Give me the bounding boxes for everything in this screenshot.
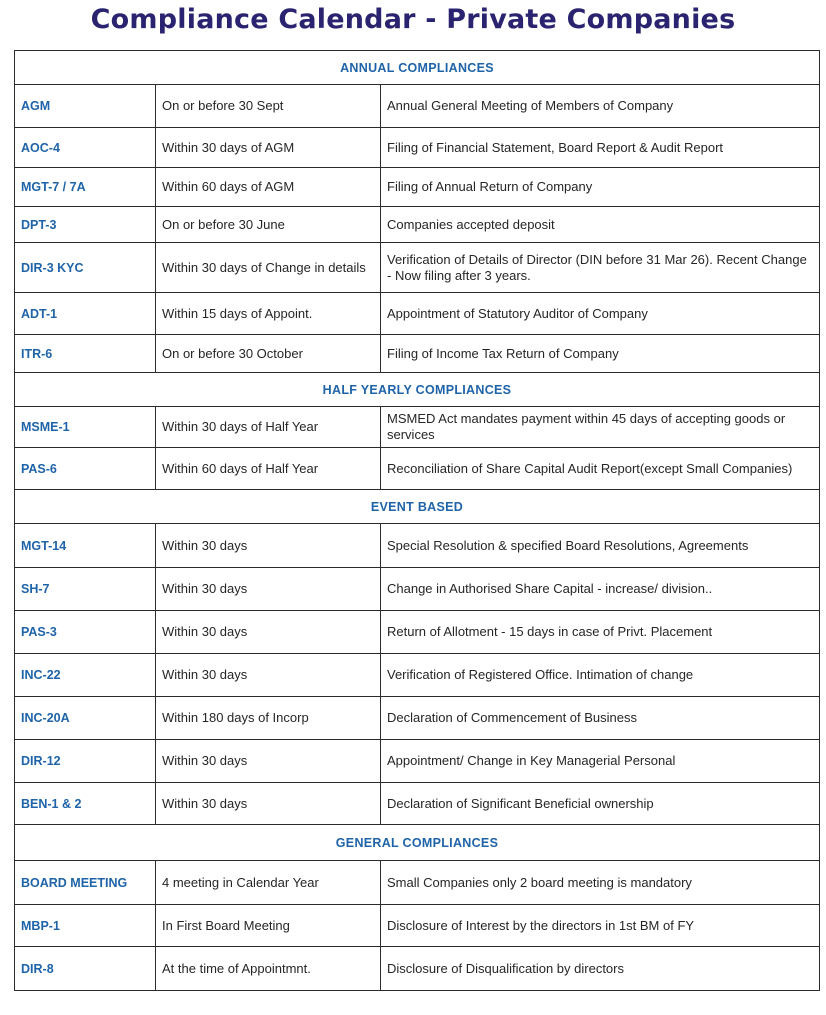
table-row (15, 168, 820, 207)
section-header (15, 51, 820, 85)
table-row (15, 947, 820, 991)
form-code: BOARD MEETING (15, 861, 156, 905)
table-row (15, 568, 820, 611)
section-header (15, 373, 820, 407)
description: Return of Allotment - 15 days in case of Privt. Placement (381, 611, 820, 654)
description: Annual General Meeting of Members of Company (381, 85, 820, 128)
form-code: AGM (15, 85, 156, 128)
description: Disclosure of Interest by the directors in 1st BM of FY (381, 905, 820, 947)
description: Change in Authorised Share Capital - increase/ division.. (381, 568, 820, 611)
page-title: Compliance Calendar - Private Companies (90, 4, 736, 35)
table-row (15, 335, 820, 373)
due-date: On or before 30 Sept (156, 85, 381, 128)
table-row (15, 85, 820, 128)
table-row (15, 293, 820, 335)
description: Companies accepted deposit (381, 207, 820, 243)
form-code: MGT-7 / 7A (15, 168, 156, 207)
form-code: PAS-6 (15, 448, 156, 490)
form-code: AOC-4 (15, 128, 156, 168)
section-header (15, 490, 820, 524)
table-row (15, 448, 820, 490)
due-date: Within 180 days of Incorp (156, 697, 381, 740)
due-date: In First Board Meeting (156, 905, 381, 947)
due-date: Within 30 days (156, 568, 381, 611)
due-date: Within 30 days (156, 611, 381, 654)
table-row (15, 407, 820, 448)
description: Verification of Details of Director (DIN before 31 Mar 26). Recent Change - Now filing after 3 years. (381, 243, 820, 293)
description: Appointment/ Change in Key Managerial Personal (381, 740, 820, 783)
form-code: MSME-1 (15, 407, 156, 448)
section-title: EVENT BASED (15, 490, 820, 524)
due-date: On or before 30 June (156, 207, 381, 243)
description: Declaration of Significant Beneficial ownership (381, 783, 820, 825)
table-row (15, 207, 820, 243)
description: Appointment of Statutory Auditor of Company (381, 293, 820, 335)
due-date: Within 30 days of Half Year (156, 407, 381, 448)
table-row (15, 740, 820, 783)
form-code: ADT-1 (15, 293, 156, 335)
due-date: At the time of Appointmnt. (156, 947, 381, 991)
form-code: DIR-8 (15, 947, 156, 991)
form-code: DIR-12 (15, 740, 156, 783)
description: Small Companies only 2 board meeting is mandatory (381, 861, 820, 905)
description: Disclosure of Disqualification by directors (381, 947, 820, 991)
table-row (15, 783, 820, 825)
due-date: Within 60 days of AGM (156, 168, 381, 207)
form-code: BEN-1 & 2 (15, 783, 156, 825)
due-date: 4 meeting in Calendar Year (156, 861, 381, 905)
form-code: DIR-3 KYC (15, 243, 156, 293)
due-date: Within 30 days (156, 524, 381, 568)
form-code: MGT-14 (15, 524, 156, 568)
section-title: ANNUAL COMPLIANCES (15, 51, 820, 85)
description: Filing of Annual Return of Company (381, 168, 820, 207)
description: Declaration of Commencement of Business (381, 697, 820, 740)
description: Verification of Registered Office. Intimation of change (381, 654, 820, 697)
table-row (15, 524, 820, 568)
description: Special Resolution & specified Board Resolutions, Agreements (381, 524, 820, 568)
form-code: MBP-1 (15, 905, 156, 947)
section-title: GENERAL COMPLIANCES (15, 825, 820, 861)
due-date: Within 30 days (156, 654, 381, 697)
table-row (15, 128, 820, 168)
table-row (15, 654, 820, 697)
description: MSMED Act mandates payment within 45 days of accepting goods or services (381, 407, 820, 448)
section-title: HALF YEARLY COMPLIANCES (15, 373, 820, 407)
form-code: ITR-6 (15, 335, 156, 373)
form-code: PAS-3 (15, 611, 156, 654)
due-date: Within 30 days (156, 783, 381, 825)
due-date: Within 30 days of AGM (156, 128, 381, 168)
description: Reconciliation of Share Capital Audit Report(except Small Companies) (381, 448, 820, 490)
due-date: Within 30 days of Change in details (156, 243, 381, 293)
table-row (15, 697, 820, 740)
due-date: Within 15 days of Appoint. (156, 293, 381, 335)
form-code: DPT-3 (15, 207, 156, 243)
due-date: Within 60 days of Half Year (156, 448, 381, 490)
table-row (15, 905, 820, 947)
compliance-table (14, 50, 820, 991)
form-code: INC-20A (15, 697, 156, 740)
due-date: Within 30 days (156, 740, 381, 783)
description: Filing of Financial Statement, Board Report & Audit Report (381, 128, 820, 168)
form-code: SH-7 (15, 568, 156, 611)
table-row (15, 861, 820, 905)
table-row (15, 243, 820, 293)
section-header (15, 825, 820, 861)
compliance-table-body (15, 51, 820, 991)
description: Filing of Income Tax Return of Company (381, 335, 820, 373)
table-row (15, 611, 820, 654)
form-code: INC-22 (15, 654, 156, 697)
due-date: On or before 30 October (156, 335, 381, 373)
